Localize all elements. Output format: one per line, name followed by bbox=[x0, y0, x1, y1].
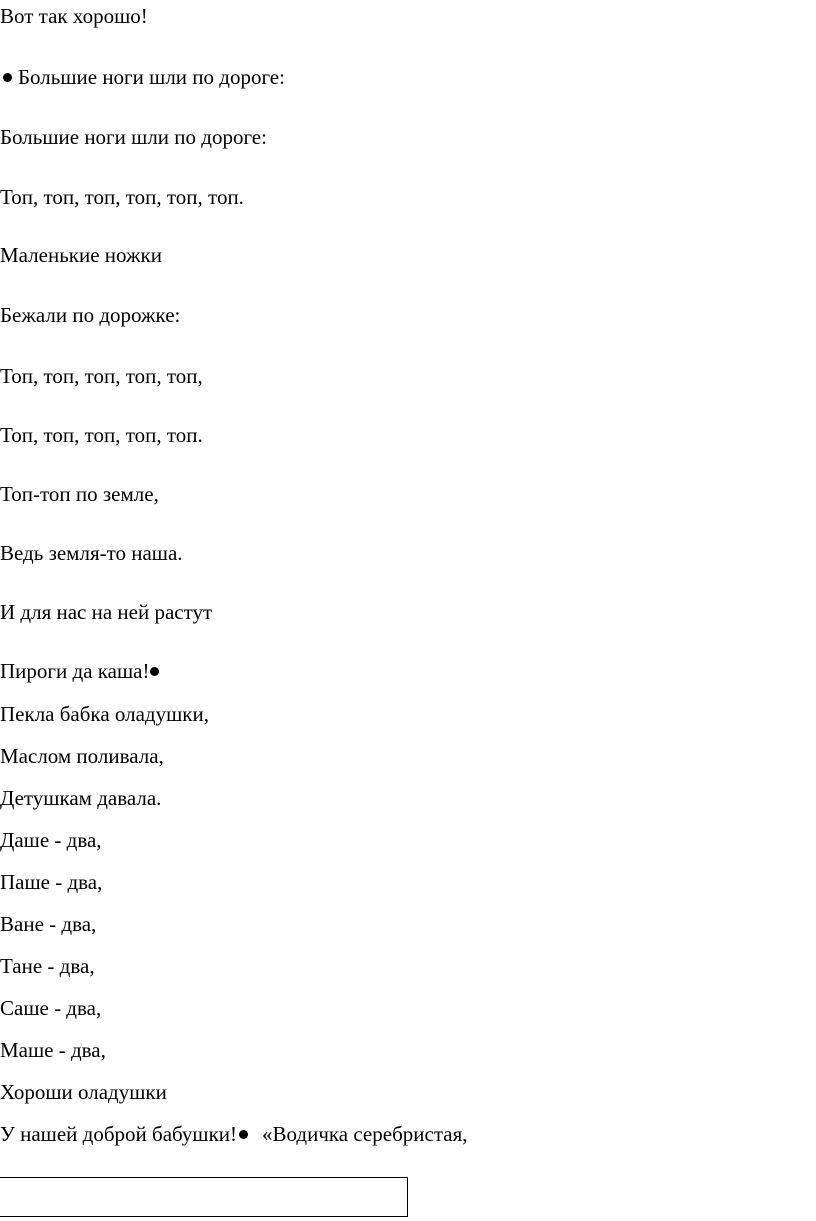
poem-line: Саше - два, bbox=[0, 996, 102, 1020]
poem-line: Маслом поливала, bbox=[0, 744, 164, 768]
bullet-icon bbox=[239, 1130, 248, 1139]
poem-line: Топ, топ, топ, топ, топ, bbox=[0, 364, 203, 388]
poem-line: Пекла бабка оладушки, bbox=[0, 702, 209, 726]
poem-line: Маше - два, bbox=[0, 1038, 106, 1062]
bullet-icon bbox=[3, 73, 12, 82]
poem-line: Топ, топ, топ, топ, топ, топ. bbox=[0, 185, 244, 209]
bullet-icon bbox=[150, 667, 159, 676]
poem-line: Даше - два, bbox=[0, 828, 102, 852]
poem-line: Топ-топ по земле, bbox=[0, 482, 159, 506]
poem-line: Паше - два, bbox=[0, 870, 103, 894]
poem-line: И для нас на ней растут bbox=[0, 600, 213, 624]
poem-line: Бежали по дорожке: bbox=[0, 303, 181, 327]
footer-box bbox=[0, 1177, 408, 1217]
poem-line: Вот так хорошо! bbox=[0, 4, 148, 28]
poem-line: Большие ноги шли по дороге: bbox=[0, 125, 267, 149]
poem-line: Хороши оладушки bbox=[0, 1080, 167, 1104]
poem-line: Пироги да каша! bbox=[0, 659, 159, 683]
poem-line: Топ, топ, топ, топ, топ. bbox=[0, 423, 203, 447]
poem-line: Ведь земля-то наша. bbox=[0, 541, 183, 565]
poem-line: У нашей доброй бабушки! «Водичка серебристая, bbox=[0, 1122, 468, 1146]
poem-line: Маленькие ножки bbox=[0, 243, 162, 267]
poem-line: Тане - два, bbox=[0, 954, 95, 978]
poem-line: Большие ноги шли по дороге: bbox=[0, 65, 285, 89]
poem-line: Ване - два, bbox=[0, 912, 97, 936]
poem-line: Детушкам давала. bbox=[0, 786, 162, 810]
